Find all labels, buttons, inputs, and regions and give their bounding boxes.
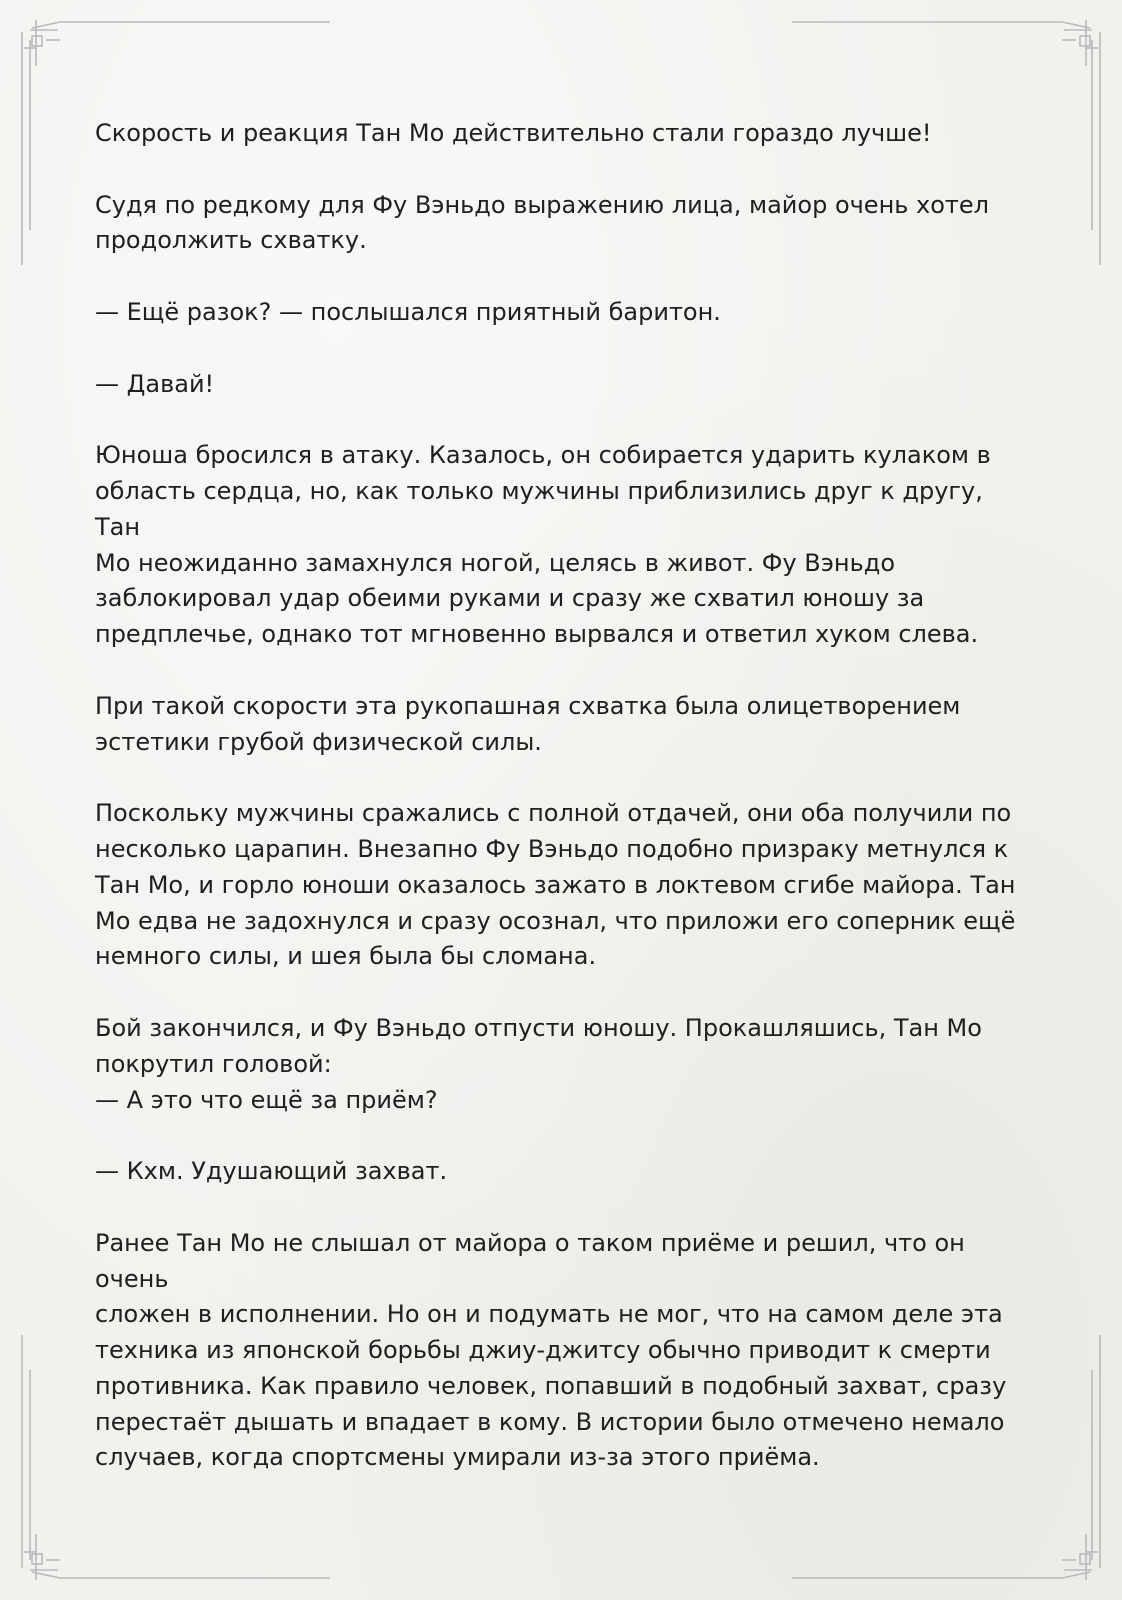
paragraph: Судя по редкому для Фу Вэньдо выражению лица, майор очень хотел продолжить схватку. [95,190,990,255]
paragraph: Поскольку мужчины сражались с полной отдачей, они оба получили по несколько царапин. Внезапно Фу Вэньдо подобно призраку метнулся к Тан Мо, и горло юноши оказалось зажато в локтевом сгибе майора. Тан Мо едва не задохнулся и сразу осознал, что приложи его соперник ещё немного силы, и шея была бы сломана. [95,799,1016,971]
paragraph: Ранее Тан Мо не слышал от майора о таком приёме и решил, что он очень сложен в исполнении. Но он и подумать не мог, что на самом деле эта техника из японской борьбы джиу-джитсу обычно приводит к смерти противника. Как правило человек, попавший в подобный захват, сразу перестаёт дышать и впадает в кому. В истории было отмечено немало случаев, когда спортсмены умирали из-за этого приёма. [95,1228,1007,1472]
paragraph: — Кхм. Удушающий захват. [95,1157,448,1186]
paragraph: При такой скорости эта рукопашная схватка была олицетворением эстетики грубой физической силы. [95,691,961,756]
text-body [95,116,1035,1512]
paragraph: Юноша бросился в атаку. Казалось, он собирается ударить кулаком в область сердца, но, как только мужчины приблизились друг к другу, Тан Мо неожиданно замахнулся ногой, целясь в живот. Фу Вэньдо заблокировал удар обеими руками и сразу же схватил юношу за предплечье, однако тот мгновенно вырвался и ответил хуком слева. [95,441,991,649]
paragraph: Бой закончился, и Фу Вэньдо отпусти юношу. Прокашляшись, Тан Мо покрутил головой: — А это что ещё за приём? [95,1013,982,1114]
paragraph: — Давай! [95,369,215,398]
paragraph: Скорость и реакция Тан Мо действительно стали гораздо лучше! [95,119,932,147]
paragraph: — Ещё разок? — послышался приятный баритон. [95,297,721,326]
